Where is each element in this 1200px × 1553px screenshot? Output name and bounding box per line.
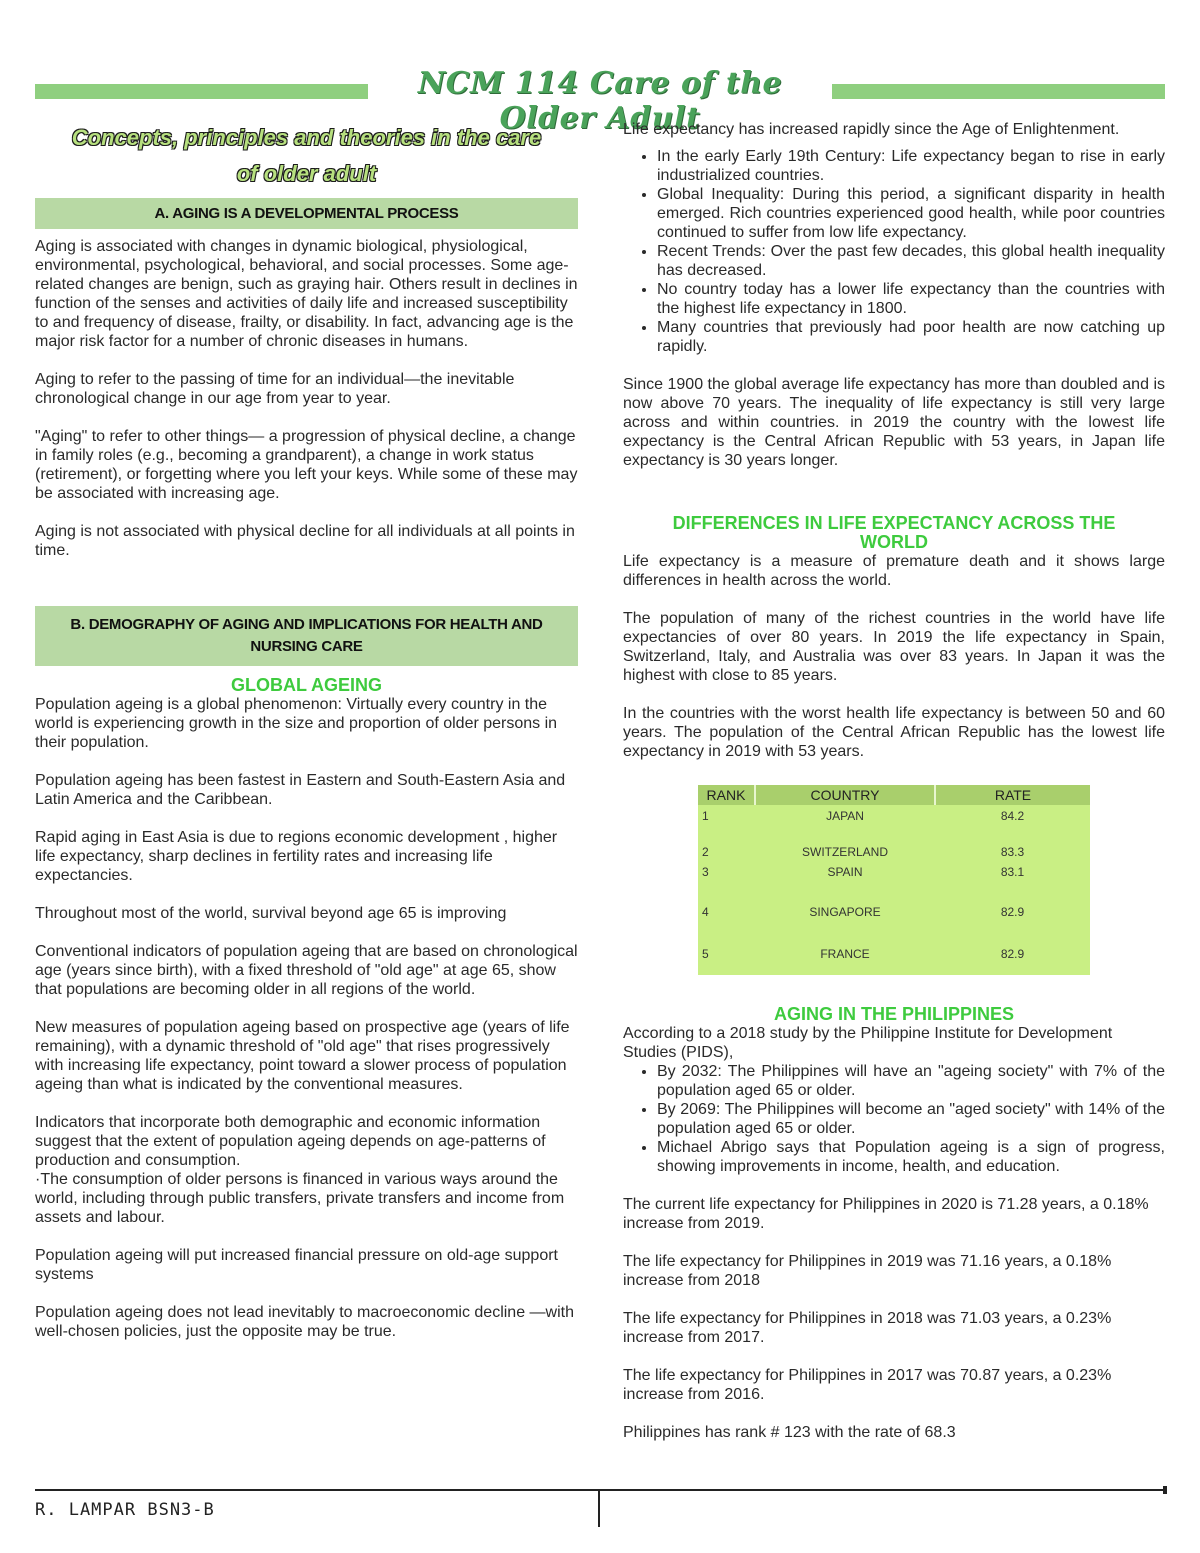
global-ageing-heading: GLOBAL AGEING xyxy=(230,675,382,695)
paragraph: Throughout most of the world, survival beyond age 65 is improving xyxy=(35,905,507,922)
table-row xyxy=(698,905,1090,947)
paragraph: The current life expectancy for Philippines in 2020 is 71.28 years, a 0.18% increase from 2019. xyxy=(623,1196,1149,1232)
paragraph: "Aging" to refer to other things— a progression of physical decline, a change in family roles (e.g., becoming a grandparent), a change in work status (retirement), or forgetting where you left your keys. While some of these may be associated with increasing age. xyxy=(35,428,578,502)
main-heading-line-2: of older adult xyxy=(236,161,377,186)
table-header-rate: RATE xyxy=(935,785,1090,805)
cell-rank: 1 xyxy=(702,809,709,823)
paragraph: Life expectancy is a measure of premature death and it shows large differences in health across the world. xyxy=(623,553,1165,589)
cell-rate: 83.1 xyxy=(1000,865,1025,879)
list-item: • By 2032: The Philippines will have an "ageing society" with 7% of the population aged 65 or older. xyxy=(657,1062,1165,1100)
life-expectancy-bullets xyxy=(623,147,1165,356)
cell-rate: 82.9 xyxy=(1000,905,1025,919)
philippines-bullets xyxy=(623,1062,1165,1176)
table-header-country: COUNTRY xyxy=(755,785,935,805)
paragraph: The population of many of the richest countries in the world have life expectancies of over 80 years. In 2019 the life expectancy in Spain, Switzerland, Italy, and Australia was over 83 years. In Japan it was the highest with close to 85 years. xyxy=(623,610,1165,684)
philippines-heading: AGING IN THE PHILIPPINES xyxy=(773,1004,1015,1024)
footer-rule xyxy=(35,1489,1165,1491)
paragraph: Population ageing is a global phenomenon: Virtually every country in the world is experiencing growth in the size and proportion of older persons in their population. xyxy=(35,696,558,751)
list-item: • Recent Trends: Over the past few decades, this global health inequality has decreased. xyxy=(657,242,1165,280)
list-item: • No country today has a lower life expectancy than the countries with the highest life expectancy in 1800. xyxy=(657,280,1165,318)
table-row xyxy=(698,845,1090,865)
paragraph: According to a 2018 study by the Philippine Institute for Development Studies (PIDS), xyxy=(623,1025,1113,1061)
cell-rate: 83.3 xyxy=(1000,845,1025,859)
cell-country: SPAIN xyxy=(827,865,863,879)
table-row xyxy=(698,865,1090,905)
cell-rate: 84.2 xyxy=(1000,809,1025,823)
cell-country: FRANCE xyxy=(820,947,870,961)
paragraph: New measures of population ageing based on prospective age (years of life remaining), with a dynamic threshold of "old age" that rises progressively with increasing life expectancy, point toward a slower process of population ageing than what is indicated by the conventional measures. xyxy=(35,1019,570,1093)
cell-rate: 82.9 xyxy=(1000,947,1025,961)
main-heading-line-1: Concepts, principles and theories in the care xyxy=(71,125,542,150)
section-b-title: B. DEMOGRAPHY OF AGING AND IMPLICATIONS FOR HEALTH AND NURSING CARE xyxy=(35,606,578,666)
list-item: • By 2069: The Philippines will become an "aged society" with 14% of the population aged 65 or older. xyxy=(657,1100,1165,1138)
life-expectancy-table xyxy=(698,785,1090,975)
paragraph: Aging is associated with changes in dynamic biological, physiological, environmental, psychological, behavioral, and social processes. Some age-related changes are benign, such as graying hair. Others result in declines in function of the senses and activities of daily life and increased susceptibility to and frequency of disease, frailty, or disability. In fact, advancing age is the major risk factor for a number of chronic diseases in humans. xyxy=(35,238,578,350)
paragraph: The life expectancy for Philippines in 2018 was 71.03 years, a 0.23% increase from 2017. xyxy=(623,1310,1112,1346)
section-a-title: A. AGING IS A DEVELOPMENTAL PROCESS xyxy=(35,198,578,229)
main-heading xyxy=(35,120,578,192)
left-column xyxy=(35,120,578,1341)
paragraph: Aging to refer to the passing of time for an individual—the inevitable chronological change in our age from year to year. xyxy=(35,371,515,407)
differences-heading: DIFFERENCES IN LIFE EXPECTANCY ACROSS THE WORLD xyxy=(672,513,1116,552)
table-row xyxy=(698,947,1090,975)
paragraph: Population ageing has been fastest in Eastern and South-Eastern Asia and Latin America and the Caribbean. xyxy=(35,772,566,808)
cell-rank: 5 xyxy=(702,947,709,961)
list-item: • Michael Abrigo says that Population ageing is a sign of progress, showing improvements in income, health, and education. xyxy=(657,1138,1165,1176)
paragraph: Philippines has rank # 123 with the rate of 68.3 xyxy=(623,1424,956,1441)
cell-rank: 2 xyxy=(702,845,709,859)
paragraph: ·The consumption of older persons is financed in various ways around the world, including through public transfers, private transfers and income from assets and labour. xyxy=(35,1171,565,1226)
paragraph: In the countries with the worst health life expectancy is between 50 and 60 years. The population of the Central African Republic has the lowest life expectancy in 2019 with 53 years. xyxy=(623,705,1165,760)
paragraph: The life expectancy for Philippines in 2017 was 70.87 years, a 0.23% increase from 2016. xyxy=(623,1367,1112,1403)
header-rule-right xyxy=(832,84,1165,99)
cell-country: SINGAPORE xyxy=(809,905,881,919)
footer-divider xyxy=(598,1491,600,1527)
table-header-rank: RANK xyxy=(698,785,755,805)
author-name: R. LAMPAR BSN3-B xyxy=(35,1500,215,1520)
paragraph: Conventional indicators of population ageing that are based on chronological age (years since birth), with a fixed threshold of "old age" at age 65, show that populations are becoming older in all regions of the world. xyxy=(35,943,578,998)
paragraph: Aging is not associated with physical decline for all individuals at all points in time. xyxy=(35,523,575,559)
right-column xyxy=(623,120,1165,1442)
list-item: • In the early Early 19th Century: Life expectancy began to rise in early industrialized countries. xyxy=(657,147,1165,185)
paragraph: Rapid aging in East Asia is due to regions economic development , higher life expectancy, sharp declines in fertility rates and increasing life expectancies. xyxy=(35,829,558,884)
paragraph: Since 1900 the global average life expectancy has more than doubled and is now above 70 years. The inequality of life expectancy is still very large across and within countries. in 2019 the country with the lowest life expectancy is the Central African Republic with 53 years, in Japan life expectancy is 30 years longer. xyxy=(623,376,1165,469)
cell-rank: 3 xyxy=(702,865,709,879)
paragraph: Population ageing will put increased financial pressure on old-age support systems xyxy=(35,1247,558,1283)
paragraph: Indicators that incorporate both demographic and economic information suggest that the extent of population ageing depends on age-patterns of production and consumption. xyxy=(35,1114,546,1169)
list-item: • Many countries that previously had poor health are now catching up rapidly. xyxy=(657,318,1165,356)
header-rule-left xyxy=(35,84,368,99)
paragraph: The life expectancy for Philippines in 2019 was 71.16 years, a 0.18% increase from 2018 xyxy=(623,1253,1112,1289)
cell-rank: 4 xyxy=(702,905,709,919)
page-title: NCM 114 Care of the Older Adult xyxy=(417,66,783,136)
paragraph: Population ageing does not lead inevitably to macroeconomic decline —with well-chosen policies, just the opposite may be true. xyxy=(35,1304,574,1340)
table-row xyxy=(698,805,1090,845)
list-item: • Global Inequality: During this period, a significant disparity in health emerged. Rich countries experienced good health, while poor countries continued to suffer from low life expectancy. xyxy=(657,185,1165,242)
cell-country: JAPAN xyxy=(826,809,864,823)
intro-paragraph: Life expectancy has increased rapidly since the Age of Enlightenment. xyxy=(623,121,1120,138)
cell-country: SWITZERLAND xyxy=(801,845,888,859)
